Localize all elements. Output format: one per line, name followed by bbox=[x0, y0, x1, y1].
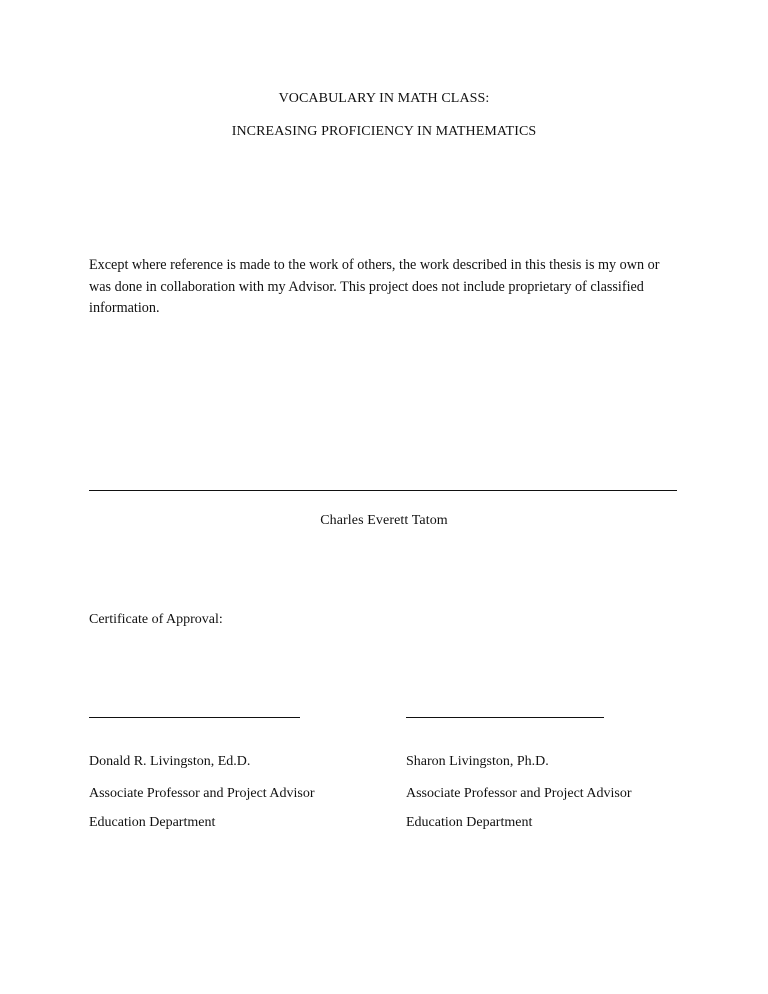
advisor-1-department: Education Department bbox=[89, 815, 216, 830]
advisor-2-signature-line bbox=[406, 717, 604, 718]
candidate-name: Charles Everett Tatom bbox=[320, 513, 448, 528]
advisor-1-title: Associate Professor and Project Advisor bbox=[89, 786, 315, 801]
certificate-of-approval-label: Certificate of Approval: bbox=[89, 612, 223, 627]
advisor-1-signature-line bbox=[89, 717, 300, 718]
advisor-2-department: Education Department bbox=[406, 815, 533, 830]
title-line-2: INCREASING PROFICIENCY IN MATHEMATICS bbox=[231, 124, 537, 139]
advisor-2-title: Associate Professor and Project Advisor bbox=[406, 786, 632, 801]
title-line-1: VOCABULARY IN MATH CLASS: bbox=[278, 91, 490, 106]
advisor-2-name: Sharon Livingston, Ph.D. bbox=[406, 754, 549, 769]
candidate-signature-line bbox=[89, 490, 677, 491]
advisor-1-name: Donald R. Livingston, Ed.D. bbox=[89, 754, 251, 769]
originality-statement: Except where reference is made to the work of others, the work described in this thesis is my own or was done in collaboration with my Advisor. This project does not include proprietary of classified information. bbox=[89, 257, 660, 316]
